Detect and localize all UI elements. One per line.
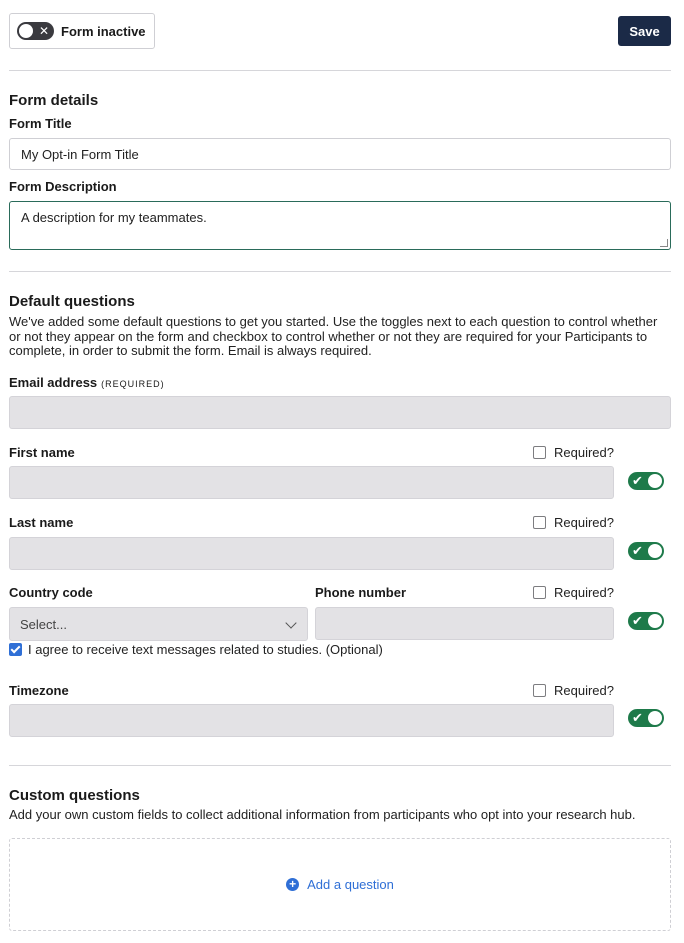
timezone-field[interactable]	[9, 704, 614, 737]
form-title-input[interactable]	[9, 138, 671, 170]
last-name-field[interactable]	[9, 537, 614, 570]
switch-knob	[19, 24, 33, 38]
check-icon: ✔	[632, 710, 643, 725]
checkbox[interactable]	[533, 446, 546, 459]
timezone-label: Timezone	[9, 683, 69, 698]
default-questions-description: We've added some default questions to get you started. Use the toggles next to each question to control whether or not they appear on the form and checkbox to control whether or not they are required for your Participants to complete, in order to submit the form. Email is always required.	[9, 314, 658, 358]
inactive-switch[interactable]	[17, 22, 54, 40]
phone-visibility-toggle[interactable]	[628, 612, 664, 630]
required-label: Required?	[554, 515, 614, 530]
first-name-field[interactable]	[9, 466, 614, 499]
checkbox[interactable]	[533, 586, 546, 599]
checkbox[interactable]	[533, 516, 546, 529]
plus-circle-icon: +	[286, 878, 299, 891]
form-description-textarea[interactable]	[9, 201, 671, 250]
check-icon: ✔	[632, 473, 643, 488]
country-code-select[interactable]	[9, 607, 308, 641]
add-question-button[interactable]	[286, 877, 394, 892]
form-status-toggle[interactable]	[9, 13, 155, 49]
form-description-label: Form Description	[9, 179, 117, 194]
form-status-label: Form inactive	[61, 23, 146, 39]
first-name-visibility-toggle[interactable]	[628, 472, 664, 490]
required-tag: (REQUIRED)	[101, 379, 165, 389]
required-label: Required?	[554, 585, 614, 600]
custom-questions-description: Add your own custom fields to collect additional information from participants who opt into your research hub.	[9, 807, 636, 822]
sms-consent-checkbox[interactable]	[9, 642, 383, 657]
last-name-label: Last name	[9, 515, 74, 530]
add-question-label: Add a question	[307, 877, 394, 892]
switch-knob	[648, 711, 662, 725]
last-name-required-checkbox[interactable]	[533, 515, 614, 530]
top-bar	[9, 13, 671, 49]
country-code-label: Country code	[9, 585, 93, 600]
divider	[9, 271, 671, 272]
email-label	[9, 375, 165, 390]
required-label: Required?	[554, 445, 614, 460]
phone-number-label: Phone number	[315, 585, 407, 600]
switch-knob	[648, 614, 662, 628]
switch-knob	[648, 544, 662, 558]
phone-number-field[interactable]	[315, 607, 614, 640]
email-label-text: Email address	[9, 375, 98, 390]
country-code-placeholder: Select...	[20, 616, 67, 632]
save-button[interactable]: Save	[618, 16, 671, 46]
timezone-visibility-toggle[interactable]	[628, 709, 664, 727]
checkbox[interactable]	[533, 684, 546, 697]
add-question-dropzone[interactable]	[9, 838, 671, 931]
check-icon: ✔	[632, 543, 643, 558]
form-title-label: Form Title	[9, 116, 72, 131]
email-field[interactable]	[9, 396, 671, 429]
default-questions-title: Default questions	[9, 293, 135, 310]
custom-questions-title: Custom questions	[9, 787, 140, 804]
switch-knob	[648, 474, 662, 488]
first-name-label: First name	[9, 445, 75, 460]
first-name-required-checkbox[interactable]	[533, 445, 614, 460]
phone-required-checkbox[interactable]	[533, 585, 614, 600]
checked-checkbox[interactable]	[9, 643, 22, 656]
divider	[9, 765, 671, 766]
x-icon: ✕	[38, 24, 49, 38]
form-details-title: Form details	[9, 92, 99, 109]
chevron-down-icon	[285, 617, 296, 628]
last-name-visibility-toggle[interactable]	[628, 542, 664, 560]
resize-handle-icon[interactable]	[660, 239, 668, 247]
timezone-required-checkbox[interactable]	[533, 683, 614, 698]
sms-consent-label: I agree to receive text messages related to studies. (Optional)	[28, 642, 383, 657]
divider	[9, 70, 671, 71]
required-label: Required?	[554, 683, 614, 698]
check-icon: ✔	[632, 613, 643, 628]
form-description-value: A description for my teammates.	[21, 210, 207, 225]
